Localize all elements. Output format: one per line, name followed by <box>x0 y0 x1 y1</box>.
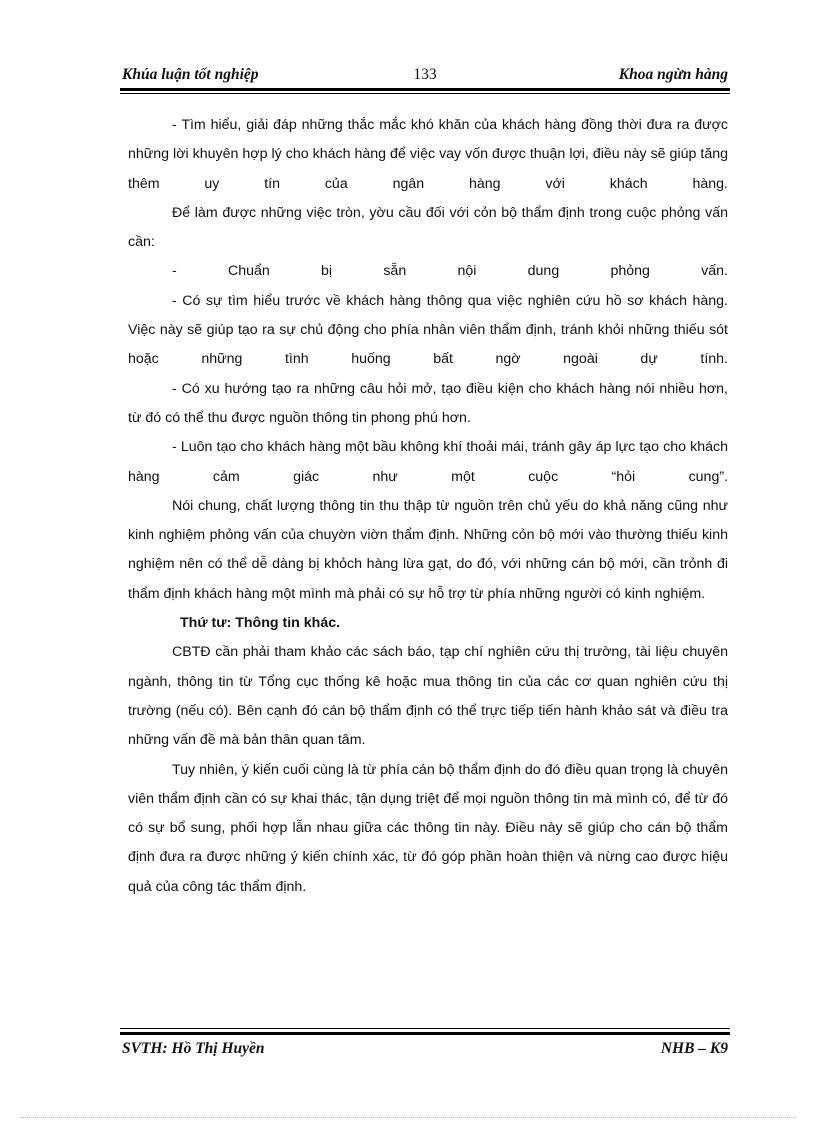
list-item-comfortable-atmosphere: - Luôn tạo cho khách hàng một bầu không khí thoải mái, tránh gây áp lực tạo cho khách hàng cảm giác như một cuộc “hỏi cung”. <box>128 439 728 485</box>
paragraph-other-sources: CBTĐ cần phải tham khảo các sách báo, tạp chí nghiên cứu thị trường, tài liệu chuyên ngành, thông tin từ Tổng cục thống kê hoặc mua thông tin của các cơ quan nghiên cứu thị trường (nếu có). Bên cạnh đó cán bộ thẩm định có thể trực tiếp tiến hành khảo sát và điều tra những vấn đề mà bản thân quan tâm. <box>128 644 728 749</box>
paragraph-conclusion: Tuy nhiên, ý kiến cuối cùng là từ phía cán bộ thẩm định do đó điều quan trọng là chuyên viên thẩm định cần có sự khai thác, tận dụng triệt để mọi nguồn thông tin mà mình có, để từ đó có sự bổ sung, phối hợp lẫn nhau giữa các thông tin này. Điều này sẽ giúp cho cán bộ thẩm định đưa ra được những ý kiến chính xác, từ đó góp phần hoàn thiện và nừng cao được hiệu quả của công tác thẩm định. <box>128 761 728 895</box>
list-item-prepare: - Chuẩn bị sẵn nội dung phỏng vấn. <box>172 263 728 280</box>
footer-class-code: NHB – K9 <box>660 1040 728 1057</box>
page-header <box>122 64 728 88</box>
section-subheading: Thứ tư: Thông tin khác. <box>180 615 341 632</box>
header-thesis-label: Khúa luận tốt nghiệp <box>122 66 259 83</box>
page-edge-divider <box>20 1117 796 1118</box>
footer-rule-thin <box>120 1028 730 1029</box>
paragraph-info-quality: Nói chung, chất lượng thông tin thu thập từ nguồn trên chủ yếu do khả năng cũng như kinh nghiệm phỏng vấn của chuyờn viờn thẩm định. Những cỏn bộ mới vào thường thiếu kinh nghiệm nên có thể dễ dàng bị khỏch hàng lừa gạt, do đó, với những cán bộ mới, cần trỏnh đi thẩm định khách hàng một mình mà phải có sự hỗ trợ từ phía những người có kinh nghiệm. <box>128 497 728 602</box>
footer-rule-thick <box>120 1032 730 1035</box>
page-number: 133 <box>413 66 437 83</box>
document-body <box>128 111 728 902</box>
page-footer <box>122 1040 728 1062</box>
header-rule-thin <box>120 93 730 94</box>
paragraph-requirements-intro: Để làm được những việc tròn, yờu cầu đối với cỏn bộ thẩm định trong cuộc phỏng vấn cần: <box>128 204 728 251</box>
header-faculty-label: Khoa ngừn hàng <box>618 66 728 83</box>
header-rule-thick <box>120 88 730 91</box>
paragraph-advice: - Tìm hiểu, giải đáp những thắc mắc khó khăn của khách hàng đồng thời đưa ra được những lời khuyên hợp lý cho khách hàng để việc vay vốn được thuận lợi, điều này sẽ giúp tăng thêm uy tín của ngân hàng với khách hàng. <box>128 117 728 192</box>
list-item-research: - Có sự tìm hiểu trước về khách hàng thông qua việc nghiên cứu hồ sơ khách hàng. Việc này sẽ giúp tạo ra sự chủ động cho phía nhân viên thẩm định, tránh khỏi những thiếu sót hoặc những tình huống bất ngờ ngoài dự tính. <box>128 292 728 368</box>
footer-student-name: SVTH: Hồ Thị Huyền <box>122 1040 265 1057</box>
list-item-open-questions: - Có xu hướng tạo ra những câu hỏi mở, tạo điều kiện cho khách hàng nói nhiều hơn, từ đó có thể thu được nguồn thông tin phong phú hơn. <box>128 380 728 426</box>
